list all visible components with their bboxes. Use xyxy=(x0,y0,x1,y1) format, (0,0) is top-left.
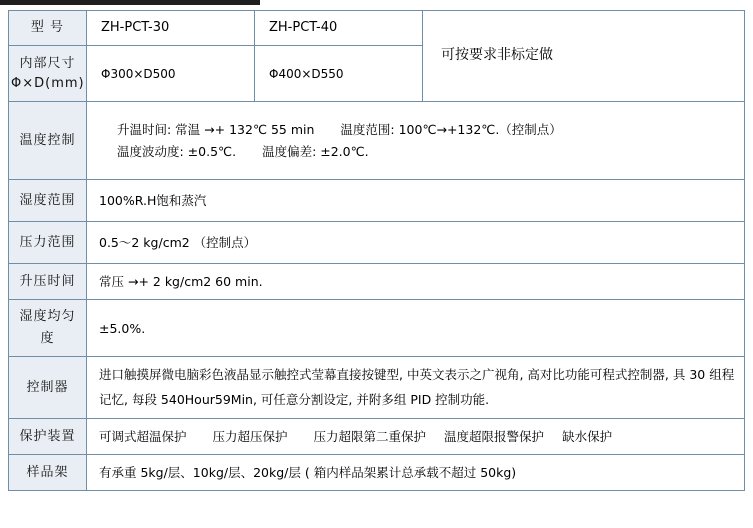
controller-value xyxy=(87,357,745,419)
temperature-line-2 xyxy=(99,141,736,162)
temperature-deviation-text: 温度偏差: ±2.0℃. xyxy=(262,143,369,159)
row-label-inner-dimension xyxy=(9,46,87,102)
protection-devices-value xyxy=(87,419,745,455)
top-accent-bar xyxy=(0,0,260,5)
sample-rack-value: 有承重 5kg/层、10kg/层、20kg/层 ( 箱内样品架累计总承载不超过 50kg) xyxy=(87,455,745,491)
row-label-controller: 控制器 xyxy=(9,357,87,419)
humidity-range-value: 100%R.H饱和蒸汽 xyxy=(87,180,745,222)
protection-item-0: 可调式超温保护 xyxy=(99,429,187,445)
heating-time-text: 升温时间: 常温 →+ 132℃ 55 min xyxy=(117,122,315,138)
row-label-protection-devices: 保护装置 xyxy=(9,419,87,455)
controller-description: 进口触摸屏微电脑彩色液晶显示触控式莹幕直接按键型, 中英文表示之广视角, 高对比功能可程式控制器, 具 30 组程记忆, 每段 540Hour59Min, 可任意分割设定, 并附多组 PID 控制功能. xyxy=(99,367,735,407)
temperature-control-value xyxy=(87,102,745,180)
row-label-pressure-range: 压力范围 xyxy=(9,222,87,264)
protection-item-4: 缺水保护 xyxy=(562,429,613,445)
inner-dimension-30-value: Φ300×D500 xyxy=(87,46,255,102)
protection-items-line xyxy=(99,426,736,447)
table-row-temperature-control xyxy=(9,102,745,180)
inner-dimension-40-value: Φ400×D550 xyxy=(255,46,423,102)
inner-dimension-label-line2: Φ×D(mm) xyxy=(11,75,85,91)
table-row-sample-rack xyxy=(9,455,745,491)
humidity-uniformity-value: ±5.0%. xyxy=(87,300,745,357)
pressurize-time-value: 常压 →+ 2 kg/cm2 60 min. xyxy=(87,264,745,300)
pressure-range-value: 0.5～2 kg/cm2 （控制点） xyxy=(87,222,745,264)
temperature-fluctuation-text: 温度波动度: ±0.5℃. xyxy=(117,143,237,159)
table-row-pressurize-time xyxy=(9,264,745,300)
protection-item-1: 压力超压保护 xyxy=(212,429,288,445)
temperature-range-text: 温度范围: 100℃→+132℃.（控制点） xyxy=(340,122,562,138)
model-40-value: ZH-PCT-40 xyxy=(255,11,423,46)
protection-item-3: 温度超限报警保护 xyxy=(444,429,545,445)
custom-order-note: 可按要求非标定做 xyxy=(423,11,745,102)
row-label-temperature-control: 温度控制 xyxy=(9,102,87,180)
table-row-humidity-uniformity xyxy=(9,300,745,357)
row-label-pressurize-time: 升压时间 xyxy=(9,264,87,300)
specification-table xyxy=(8,10,745,491)
table-row-model xyxy=(9,11,745,46)
inner-dimension-label-line1: 内部尺寸 xyxy=(19,56,76,72)
model-30-value: ZH-PCT-30 xyxy=(87,11,255,46)
protection-item-2: 压力超限第二重保护 xyxy=(313,429,427,445)
row-label-humidity-uniformity: 湿度均匀度 xyxy=(9,300,87,357)
row-label-model: 型 号 xyxy=(9,11,87,46)
table-row-protection-devices xyxy=(9,419,745,455)
row-label-humidity-range: 湿度范围 xyxy=(9,180,87,222)
table-row-humidity-range xyxy=(9,180,745,222)
table-row-controller xyxy=(9,357,745,419)
temperature-line-1 xyxy=(99,119,736,140)
table-row-pressure-range xyxy=(9,222,745,264)
row-label-sample-rack: 样品架 xyxy=(9,455,87,491)
